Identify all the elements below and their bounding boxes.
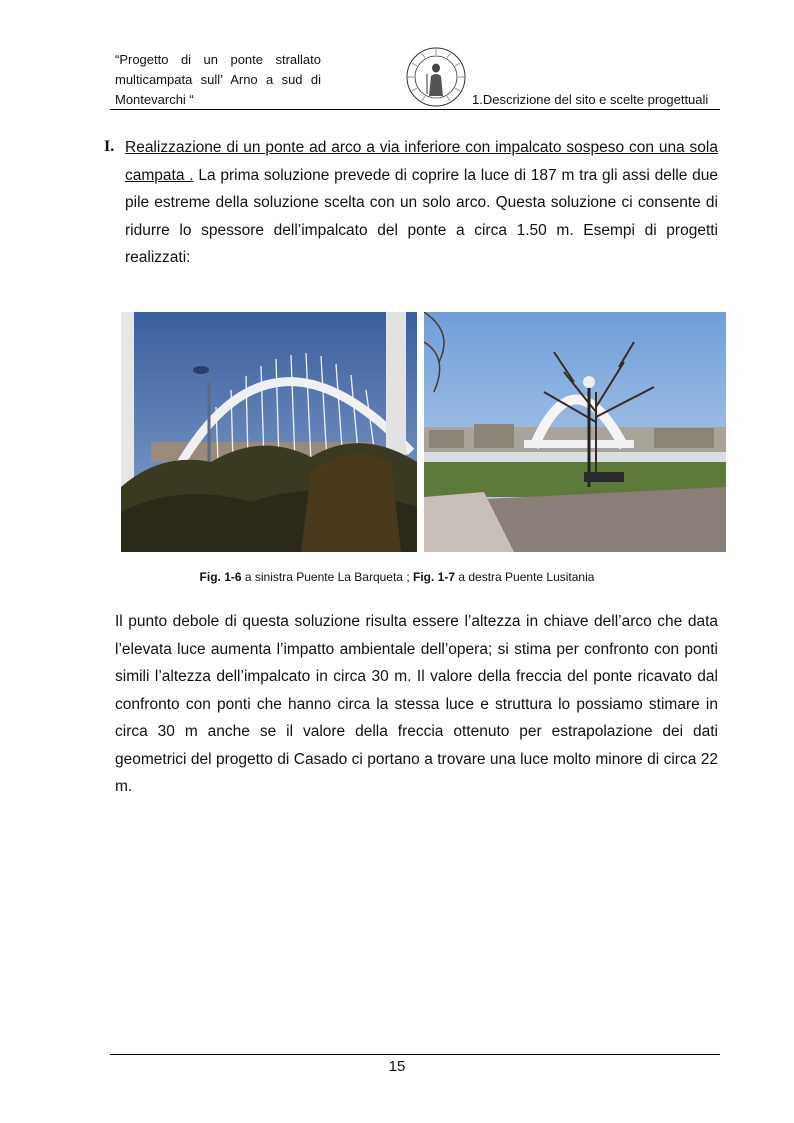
section-text: La prima soluzione prevede di coprire la luce di 187 m tra gli assi delle due pile estreme della soluzione scelta con un solo arco. Questa soluzione ci consente di ridurre lo spessore dell’impalcato del ponte a circa 1.50 m. Esempi di progetti realizzati:: [125, 166, 719, 266]
figure-label: Fig. 1-6: [199, 570, 242, 584]
header-title-line: Montevarchi “: [115, 92, 194, 107]
section-title: Realizzazione di un ponte ad arco a via inferiore con impalcato sospeso con una sola campata .: [125, 139, 718, 184]
body-paragraph: Il punto debole di questa soluzione risulta essere l’altezza in chiave dell’arco che data l’elevata luce aumenta l’impatto ambientale dell’opera; si stima per confronto con ponti simili l’altezza dell’impalcato in circa 30 m. Il valore della freccia del ponte ricavato dal confronto con ponti che hanno circa la stessa luce e struttura lo possiamo stimare in circa 30 m anche se il valore della freccia ottenuto per estrapolazione dei dati geometrici del progetto di Casado ci portano a trovare una luce molto minore di circa 22 m.: [115, 613, 718, 795]
header-title-line: “Progetto di un ponte strallato: [115, 52, 321, 67]
figure-caption: [0, 570, 794, 584]
section-paragraph: [125, 134, 718, 272]
header-divider: [110, 109, 720, 110]
figure-text: a destra Puente Lusitania: [455, 570, 595, 584]
list-marker: I.: [104, 138, 115, 155]
photo-puente-lusitania: [424, 312, 726, 552]
figure-label: Fig. 1-7: [413, 570, 456, 584]
university-seal: [405, 46, 467, 108]
figure-text: a sinistra Puente La Barqueta ;: [241, 570, 413, 584]
footer-divider: [110, 1054, 720, 1055]
photo-puente-la-barqueta: [121, 312, 417, 552]
page-number: 15: [388, 1058, 406, 1075]
header-title: [115, 50, 321, 110]
header-title-line: multicampata sull’ Arno a sud di: [115, 72, 321, 87]
chapter-title: 1.Descrizione del sito e scelte progettuali: [472, 92, 709, 107]
